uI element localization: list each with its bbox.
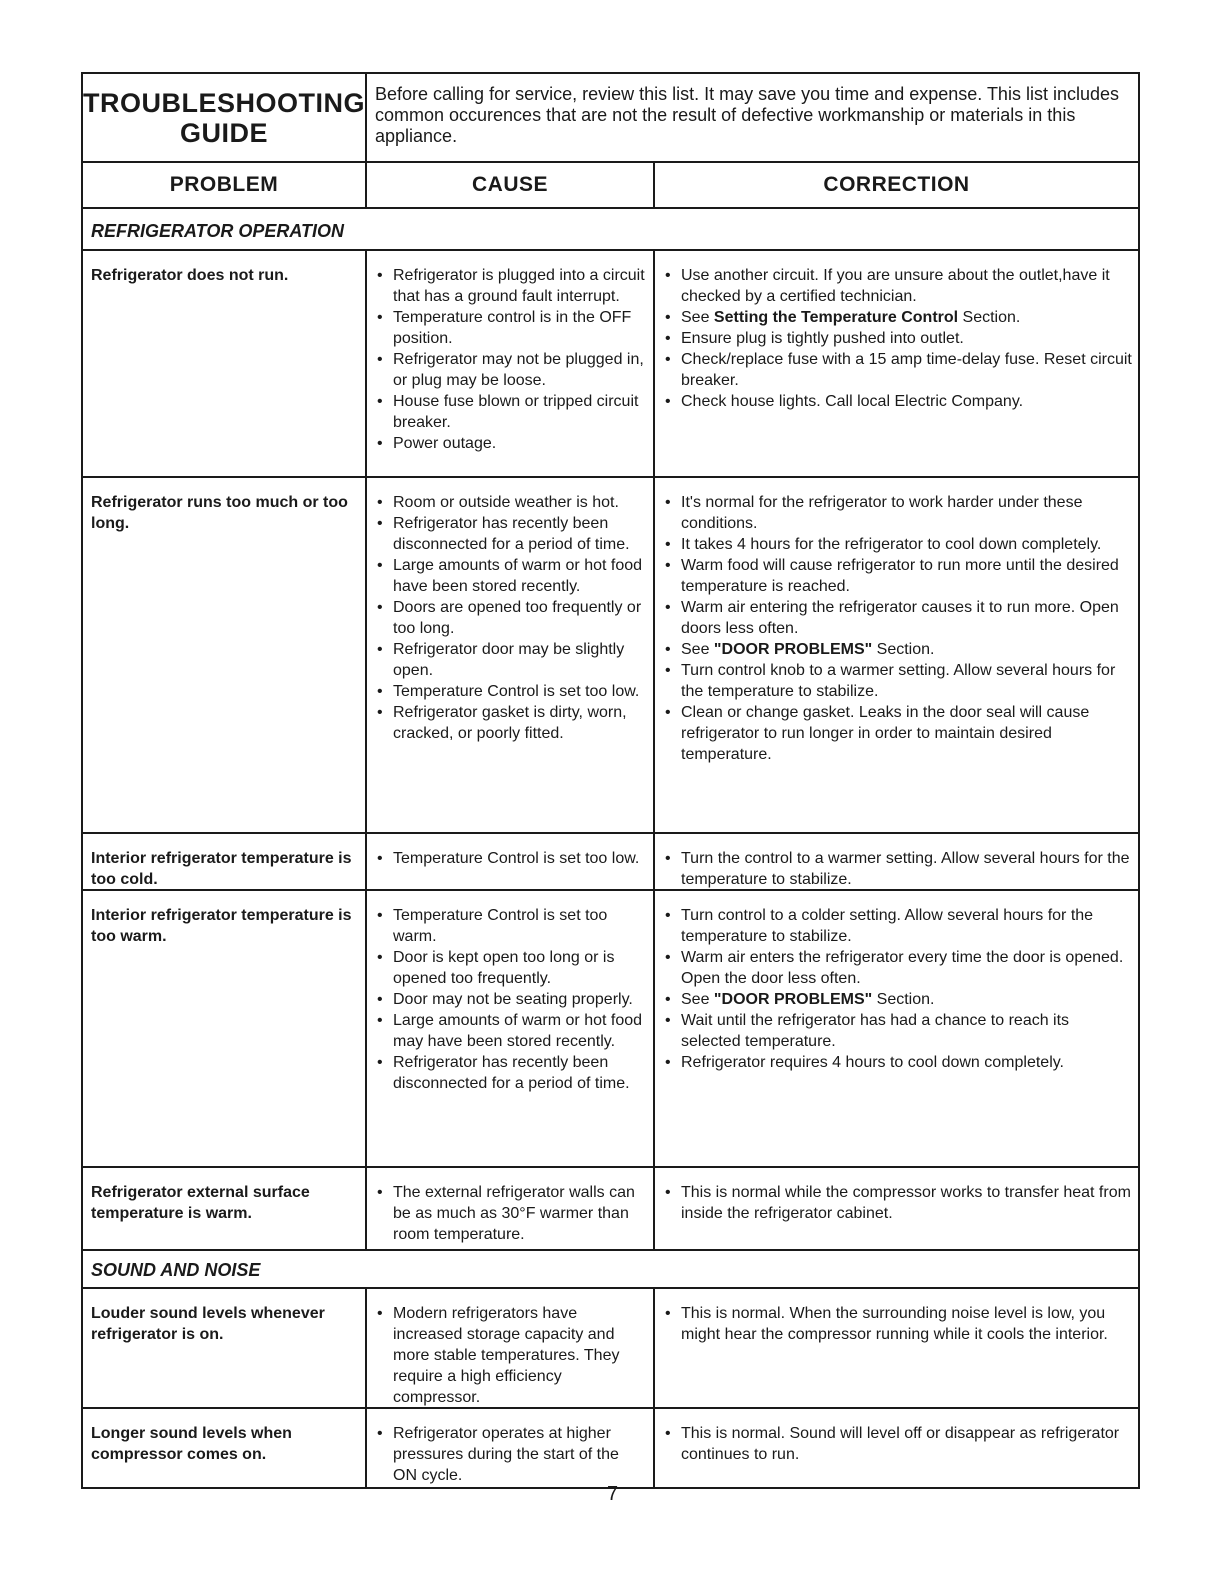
table-row [83, 251, 1138, 478]
bullet-icon: • [377, 1305, 383, 1322]
cause-item [375, 492, 647, 513]
correction-item [663, 597, 1132, 639]
cause-cell [367, 478, 655, 832]
cause-item [375, 1010, 647, 1052]
bullet-icon: • [377, 850, 383, 867]
bullet-icon: • [377, 393, 383, 410]
bullet-icon: • [665, 1305, 671, 1322]
cause-item [375, 681, 647, 702]
bullet-icon: • [665, 309, 671, 326]
correction-item [663, 328, 1132, 349]
correction-text: Warm food will cause refrigerator to run more until the desired temperature is reached. [681, 557, 1119, 595]
cause-item [375, 1303, 647, 1408]
table-body [83, 209, 1138, 1487]
cause-text: Refrigerator operates at higher pressures during the start of the ON cycle. [393, 1425, 619, 1484]
problem-column-header: PROBLEM [83, 163, 367, 207]
bullet-icon: • [377, 515, 383, 532]
cause-item [375, 597, 647, 639]
cause-text: Refrigerator is plugged into a circuit that has a ground fault interrupt. [393, 267, 645, 305]
table-row [83, 1409, 1138, 1487]
cause-text: Temperature control is in the OFF position. [393, 309, 632, 347]
problem-cell: Interior refrigerator temperature is too cold. [83, 834, 367, 889]
cause-text: Temperature Control is set too warm. [393, 907, 608, 945]
problem-cell: Longer sound levels when compressor comes on. [83, 1409, 367, 1487]
bullet-icon: • [665, 1054, 671, 1071]
cause-item [375, 1052, 647, 1094]
correction-text: This is normal while the compressor works to transfer heat from inside the refrigerator cabinet. [681, 1184, 1131, 1222]
bullet-icon: • [377, 1184, 383, 1201]
cause-item [375, 307, 647, 349]
bullet-icon: • [665, 991, 671, 1008]
correction-text: Clean or change gasket. Leaks in the door seal will cause refrigerator to run longer in order to maintain desired temperature. [681, 704, 1090, 763]
correction-text: Check house lights. Call local Electric Company. [681, 393, 1024, 410]
cause-text: Temperature Control is set too low. [393, 683, 640, 700]
bullet-icon: • [665, 599, 671, 616]
table-row [83, 1289, 1138, 1409]
bullet-icon: • [665, 536, 671, 553]
problem-cell: Interior refrigerator temperature is too warm. [83, 891, 367, 1166]
correction-text: See "DOOR PROBLEMS" Section. [681, 641, 935, 658]
correction-text: See "DOOR PROBLEMS" Section. [681, 991, 935, 1008]
correction-text: Wait until the refrigerator has had a chance to reach its selected temperature. [681, 1012, 1070, 1050]
cause-text: Doors are opened too frequently or too long. [393, 599, 642, 637]
correction-item [663, 848, 1132, 890]
bullet-icon: • [377, 557, 383, 574]
cause-item [375, 639, 647, 681]
correction-cell [655, 251, 1138, 476]
problem-cell: Louder sound levels whenever refrigerator is on. [83, 1289, 367, 1407]
correction-item [663, 492, 1132, 534]
bullet-icon: • [665, 351, 671, 368]
bullet-icon: • [665, 267, 671, 284]
correction-item [663, 905, 1132, 947]
bullet-icon: • [377, 267, 383, 284]
correction-item [663, 1182, 1132, 1224]
cause-column-header: CAUSE [367, 163, 655, 207]
correction-text: Ensure plug is tightly pushed into outlet. [681, 330, 964, 347]
page-number: 7 [606, 1483, 619, 1505]
table-row [83, 1168, 1138, 1251]
emphasized-reference: "DOOR PROBLEMS" [713, 991, 873, 1008]
cause-text: Temperature Control is set too low. [393, 850, 640, 867]
cause-text: House fuse blown or tripped circuit breaker. [393, 393, 639, 431]
correction-text: Warm air enters the refrigerator every time the door is opened. Open the door less often. [681, 949, 1124, 987]
cause-text: Large amounts of warm or hot food have been stored recently. [393, 557, 643, 595]
correction-item [663, 555, 1132, 597]
cause-text: Refrigerator may not be plugged in, or plug may be loose. [393, 351, 644, 389]
bullet-icon: • [377, 991, 383, 1008]
table-row [83, 834, 1138, 891]
correction-item [663, 660, 1132, 702]
bullet-icon: • [377, 949, 383, 966]
cause-text: Refrigerator gasket is dirty, worn, cracked, or poorly fitted. [393, 704, 627, 742]
correction-item [663, 702, 1132, 765]
correction-item [663, 947, 1132, 989]
correction-column-header: CORRECTION [823, 173, 970, 196]
correction-text: Use another circuit. If you are unsure about the outlet,have it checked by a certified technician. [681, 267, 1110, 305]
guide-title [83, 74, 367, 161]
correction-text: This is normal. Sound will level off or disappear as refrigerator continues to run. [681, 1425, 1120, 1463]
troubleshooting-table [81, 72, 1140, 1489]
bullet-icon: • [665, 850, 671, 867]
cause-item [375, 1182, 647, 1245]
correction-text: It's normal for the refrigerator to work harder under these conditions. [681, 494, 1083, 532]
correction-item [663, 1423, 1132, 1465]
correction-cell [655, 478, 1138, 832]
correction-item [663, 307, 1132, 328]
cause-text: Modern refrigerators have increased storage capacity and more stable temperatures. They require a high efficiency compressor. [393, 1305, 620, 1406]
correction-cell [655, 1409, 1138, 1487]
correction-text: See Setting the Temperature Control Section. [681, 309, 1021, 326]
cause-cell [367, 251, 655, 476]
bullet-icon: • [665, 949, 671, 966]
cause-item [375, 848, 647, 869]
bullet-icon: • [665, 907, 671, 924]
bullet-icon: • [377, 309, 383, 326]
cause-cell [367, 1168, 655, 1249]
bullet-icon: • [665, 641, 671, 658]
correction-item [663, 265, 1132, 307]
cause-text: Refrigerator door may be slightly open. [393, 641, 625, 679]
bullet-icon: • [665, 1425, 671, 1442]
correction-text: Refrigerator requires 4 hours to cool down completely. [681, 1054, 1064, 1071]
correction-cell [655, 1289, 1138, 1407]
cause-item [375, 702, 647, 744]
bullet-icon: • [377, 435, 383, 452]
emphasized-reference: "DOOR PROBLEMS" [713, 641, 873, 658]
bullet-icon: • [665, 662, 671, 679]
correction-text: Turn control knob to a warmer setting. Allow several hours for the temperature to stabilize. [681, 662, 1116, 700]
cause-text: Door is kept open too long or is opened too frequently. [393, 949, 615, 987]
cause-cell [367, 1409, 655, 1487]
correction-item [663, 391, 1132, 412]
cause-text: Refrigerator has recently been disconnected for a period of time. [393, 515, 630, 553]
section-sound-and-noise-title: SOUND AND NOISE [83, 1251, 1138, 1289]
bullet-icon: • [665, 557, 671, 574]
cause-item [375, 989, 647, 1010]
cause-item [375, 1423, 647, 1486]
cause-item [375, 555, 647, 597]
cause-cell [367, 834, 655, 889]
table-row [83, 891, 1138, 1168]
bullet-icon: • [665, 1184, 671, 1201]
problem-cell: Refrigerator does not run. [83, 251, 367, 476]
correction-text: This is normal. When the surrounding noise level is low, you might hear the compressor running while it cools the interior. [681, 1305, 1108, 1343]
cause-item [375, 947, 647, 989]
problem-cell: Refrigerator external surface temperature is warm. [83, 1168, 367, 1249]
cause-text: Door may not be seating properly. [393, 991, 633, 1008]
correction-text: It takes 4 hours for the refrigerator to cool down completely. [681, 536, 1102, 553]
cause-item [375, 349, 647, 391]
correction-item [663, 534, 1132, 555]
cause-item [375, 905, 647, 947]
intro-text: Before calling for service, review this list. It may save you time and expense. This list includes common occurences that are not the result of defective workmanship or materials in this appliance. [375, 84, 1119, 146]
correction-text: Turn the control to a warmer setting. Allow several hours for the temperature to stabilize. [681, 850, 1130, 888]
bullet-icon: • [665, 330, 671, 347]
bullet-icon: • [665, 704, 671, 721]
correction-item [663, 1052, 1132, 1073]
correction-text: Turn control to a colder setting. Allow several hours for the temperature to stabilize. [681, 907, 1094, 945]
bullet-icon: • [377, 494, 383, 511]
title-line-1: TROUBLESHOOTING [83, 88, 365, 118]
bullet-icon: • [377, 599, 383, 616]
cause-cell [367, 891, 655, 1166]
correction-text: Warm air entering the refrigerator causes it to run more. Open doors less often. [681, 599, 1119, 637]
cause-item [375, 265, 647, 307]
bullet-icon: • [377, 704, 383, 721]
correction-cell [655, 834, 1138, 889]
bullet-icon: • [377, 1012, 383, 1029]
correction-item [663, 639, 1132, 660]
bullet-icon: • [377, 907, 383, 924]
bullet-icon: • [665, 1012, 671, 1029]
problem-cell: Refrigerator runs too much or too long. [83, 478, 367, 832]
table-row [83, 478, 1138, 834]
column-headers [83, 163, 1138, 209]
bullet-icon: • [377, 641, 383, 658]
bullet-icon: • [377, 351, 383, 368]
correction-cell [655, 891, 1138, 1166]
cause-item [375, 513, 647, 555]
bullet-icon: • [377, 683, 383, 700]
correction-item [663, 1303, 1132, 1345]
section-refrigerator-operation-title: REFRIGERATOR OPERATION [83, 209, 1138, 251]
cause-text: Room or outside weather is hot. [393, 494, 619, 511]
bullet-icon: • [377, 1054, 383, 1071]
correction-item [663, 1010, 1132, 1052]
bullet-icon: • [665, 393, 671, 410]
bullet-icon: • [665, 494, 671, 511]
cause-cell [367, 1289, 655, 1407]
correction-item [663, 989, 1132, 1010]
correction-cell [655, 1168, 1138, 1249]
emphasized-reference: Setting the Temperature Control [713, 309, 959, 326]
correction-item [663, 349, 1132, 391]
cause-text: Power outage. [393, 435, 497, 452]
cause-item [375, 391, 647, 433]
guide-header [83, 74, 1138, 163]
correction-text: Check/replace fuse with a 15 amp time-delay fuse. Reset circuit breaker. [681, 351, 1132, 389]
cause-item [375, 433, 647, 454]
cause-text: Refrigerator has recently been disconnected for a period of time. [393, 1054, 630, 1092]
cause-text: The external refrigerator walls can be as much as 30°F warmer than room temperature. [393, 1184, 635, 1243]
cause-text: Large amounts of warm or hot food may have been stored recently. [393, 1012, 643, 1050]
title-line-2: GUIDE [179, 118, 268, 148]
bullet-icon: • [377, 1425, 383, 1442]
